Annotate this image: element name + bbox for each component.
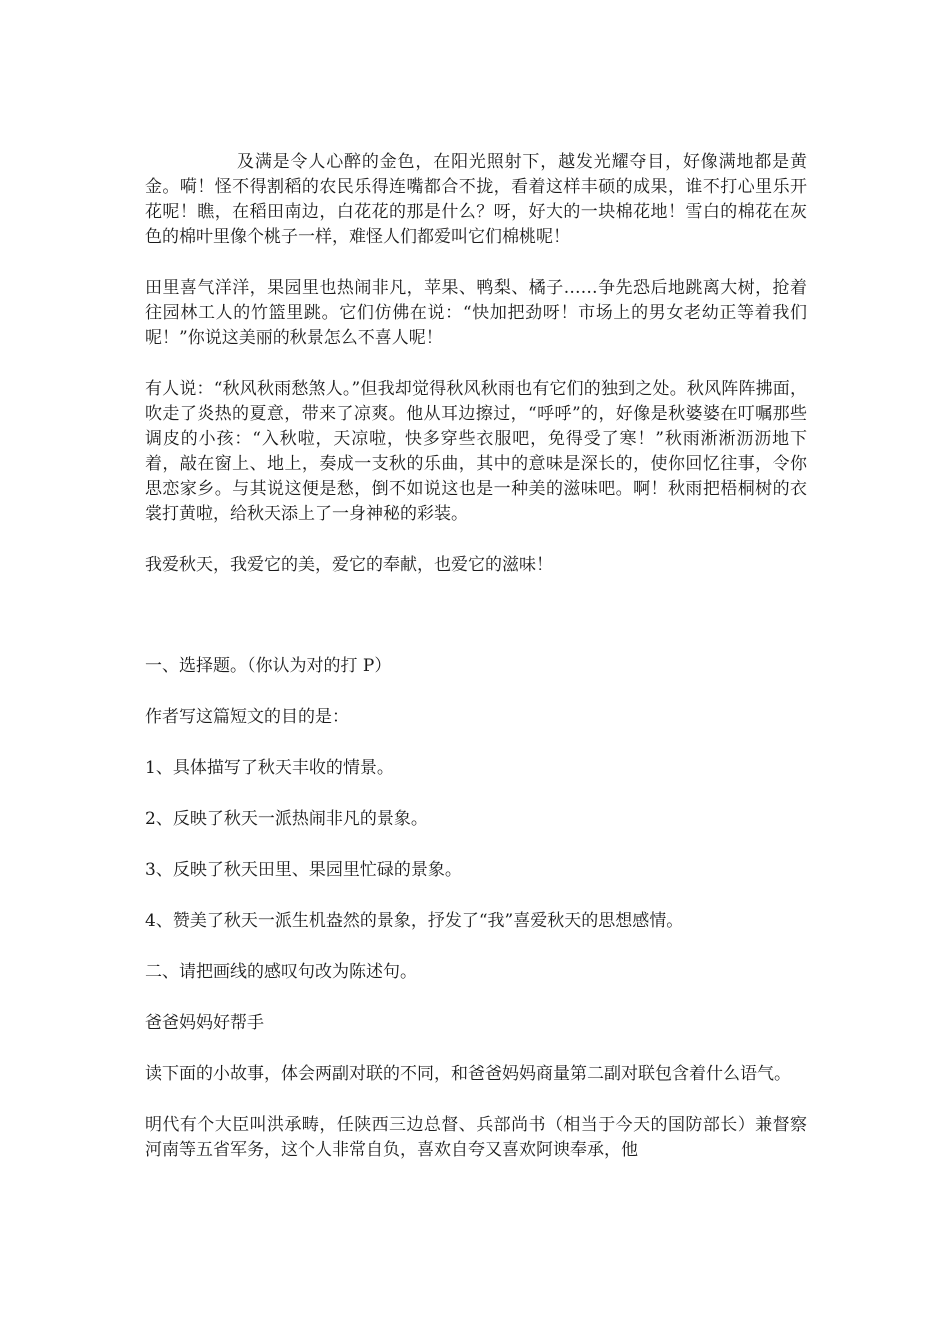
- section-title-parents-helper: 爸爸妈妈好帮手: [145, 1013, 264, 1033]
- option-3: 3、反映了秋天田里、果园里忙碌的景象。: [145, 860, 462, 880]
- section-spacer: [145, 604, 807, 654]
- question-heading-choice: 一、选择题。（你认为对的打 P）: [145, 656, 392, 676]
- paragraph-love-autumn: 我爱秋天，我爱它的美，爱它的奉献，也爱它的滋味！: [145, 555, 553, 575]
- option-2: 2、反映了秋天一派热闹非凡的景象。: [145, 809, 428, 829]
- option-4: 4、赞美了秋天一派生机盎然的景象，抒发了“我”喜爱秋天的思想感情。: [145, 911, 684, 931]
- instruction-couplets: 读下面的小故事，体会两副对联的不同，和爸爸妈妈商量第二副对联包含着什么语气。: [145, 1064, 791, 1084]
- option-1: 1、具体描写了秋天丰收的情景。: [145, 758, 394, 778]
- paragraph-autumn-wind-rain: 有人说：“秋风秋雨愁煞人。”但我却觉得秋风秋雨也有它们的独到之处。秋风阵阵拂面，吹走了炎热的夏意，带来了凉爽。他从耳边擦过，“呼呼”的，好像是秋婆婆在叮嘱那些调皮的小孩：“入秋啦，天凉啦，快多穿些衣服吧，免得受了寒！”秋雨淅淅沥沥地下着，敲在窗上、地上，奏成一支秋的乐曲，其中的意味是深长的，使你回忆往事，令你思恋家乡。与其说这便是愁，倒不如说这也是一种美的滋味吧。啊！秋雨把梧桐树的衣裳打黄啦，给秋天添上了一身神秘的彩装。: [145, 379, 807, 524]
- story-paragraph: 明代有个大臣叫洪承畴，任陕西三边总督、兵部尚书（相当于今天的国防部长）兼督察河南等五省军务，这个人非常自负，喜欢自夸又喜欢阿谀奉承，他: [145, 1115, 807, 1160]
- question-prompt: 作者写这篇短文的目的是：: [145, 707, 349, 727]
- document-body: [145, 150, 807, 1189]
- paragraph-golden-field: 及满是令人心醉的金色，在阳光照射下，越发光耀夺目，好像满地都是黄金。嗬！怪不得割稻的农民乐得连嘴都合不拢，看着这样丰硕的成果，谁不打心里乐开花呢！瞧，在稻田南边，白花花的那是什么？呀，好大的一块棉花地！雪白的棉花在灰色的棉叶里像个桃子一样，难怪人们都爱叫它们棉桃呢！: [145, 152, 807, 247]
- question-heading-rewrite: 二、请把画线的感叹句改为陈述句。: [145, 962, 417, 982]
- paragraph-orchard: 田里喜气洋洋，果园里也热闹非凡，苹果、鸭梨、橘子……争先恐后地跳离大树，抢着往园林工人的竹篮里跳。它们仿佛在说：“快加把劲呀！市场上的男女老幼正等着我们呢！”你说这美丽的秋景怎么不喜人呢！: [145, 278, 807, 348]
